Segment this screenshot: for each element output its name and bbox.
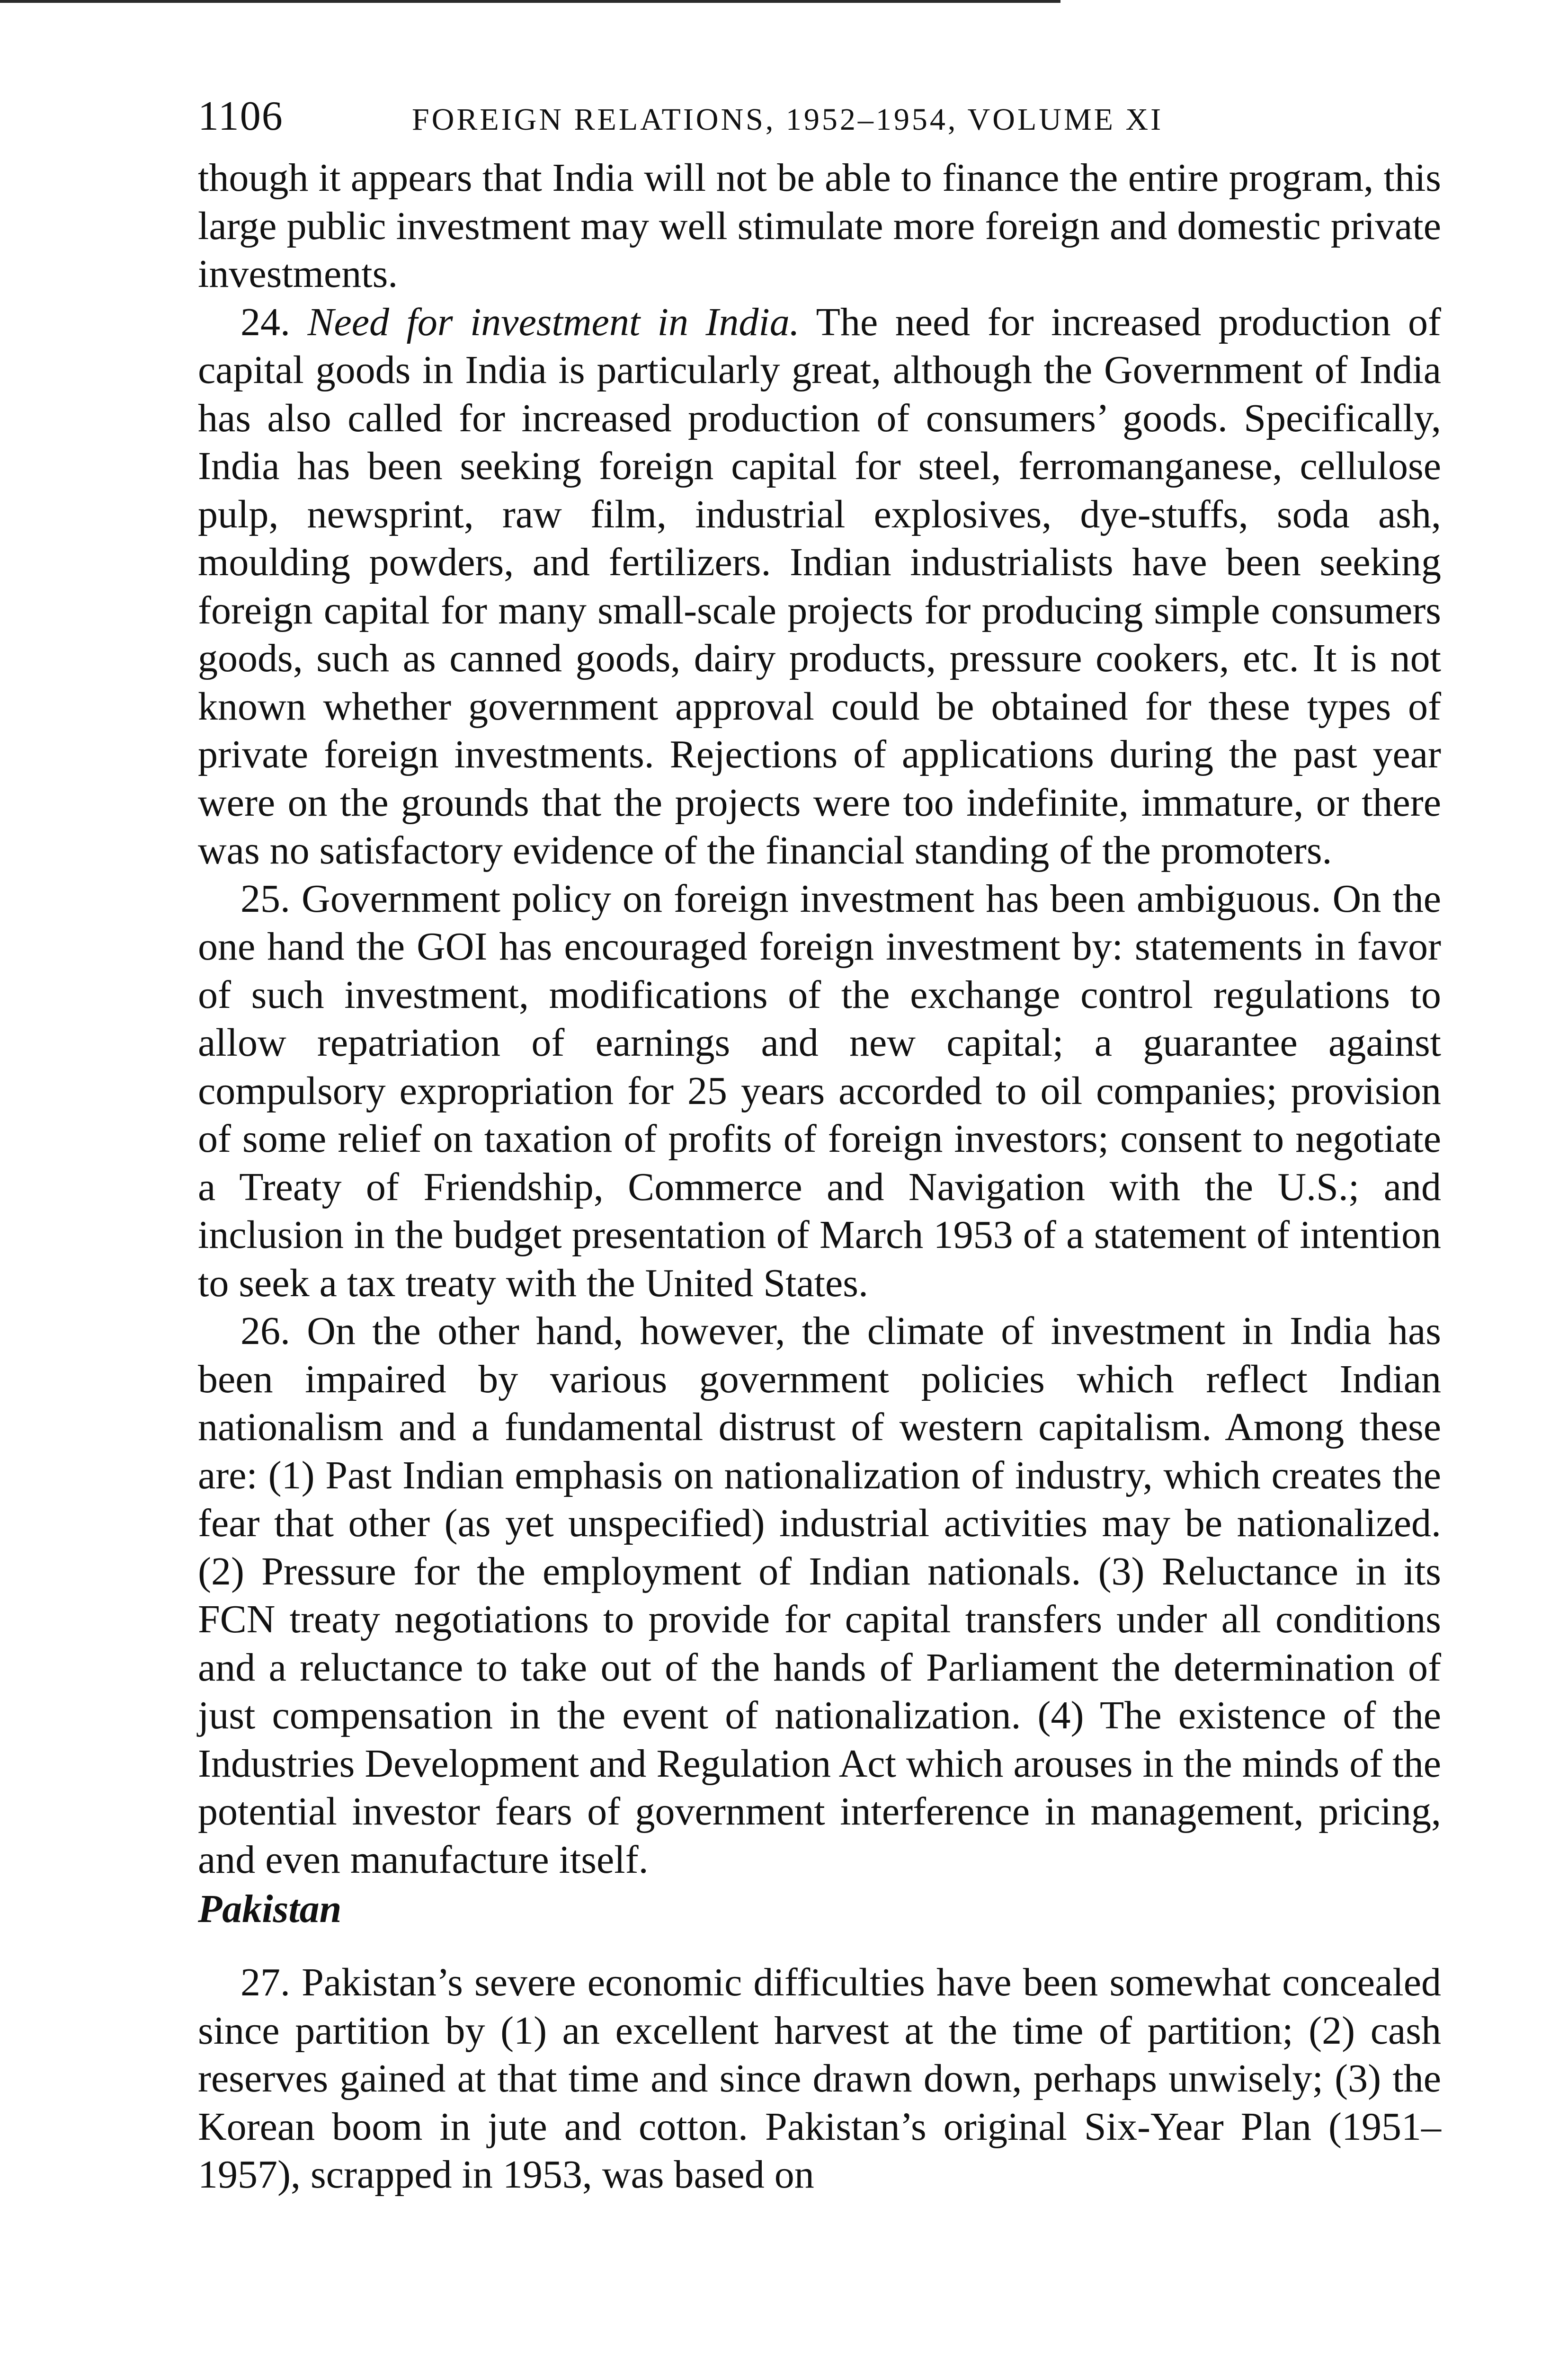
section-spacer (198, 1935, 1441, 1958)
body-text (198, 154, 1441, 2199)
page-number: 1106 (198, 93, 284, 139)
top-edge-rule (0, 0, 1060, 3)
document-page (198, 92, 1441, 2199)
paragraph-24-text: The need for increased production of capital goods in India is particularly great, although the Government of India has also called for increased production of consumers’ goods. Specifically, India has been seeking foreign capital for steel, ferromanganese, cellulose pulp, newsprint, raw film, industrial explosives, dye-stuffs, soda ash, moulding powders, and fertilizers. Indian industrialists have been seeking foreign capital for many small-scale projects for producing simple consumers goods, such as canned goods, dairy products, pressure cookers, etc. It is not known whether government approval could be obtained for these types of private foreign investments. Rejections of applications during the past year were on the grounds that the projects were too indefinite, immature, or there was no satisfactory evidence of the financial standing of the promoters. (198, 300, 1442, 872)
section-heading-pakistan: Pakistan (198, 1887, 342, 1931)
paragraph-continuation: though it appears that India will not be able to finance the entire program, this large public investment may well stimulate more foreign and domestic private investments. (198, 156, 1441, 296)
paragraph-27: 27. Pakistan’s severe economic difficulties have been somewhat concealed since partition by (1) an excellent harvest at the time of partition; (2) cash reserves gained at that time and since drawn down, perhaps unwisely; (3) the Korean boom in jute and cotton. Pakistan’s original Six-Year Plan (1951–1957), scrapped in 1953, was based on (198, 1960, 1441, 2197)
running-title: FOREIGN RELATIONS, 1952–1954, VOLUME XI (412, 102, 1164, 137)
paragraph-24-heading: Need for investment in India. (307, 300, 800, 344)
paragraph-24 (198, 298, 1441, 875)
paragraph-25: 25. Government policy on foreign investment has been ambiguous. On the one hand the GOI has encouraged foreign investment by: statements in favor of such investment, modifications of the exchange control regulations to allow repatriation of earnings and new capital; a guarantee against compulsory expropriation for 25 years accorded to oil companies; provision of some relief on taxation of profits of foreign investors; consent to negotiate a Treaty of Friendship, Commerce and Navigation with the U.S.; and inclusion in the budget presentation of March 1953 of a statement of intention to seek a tax treaty with the United States. (198, 876, 1441, 1305)
running-head (198, 92, 1441, 154)
paragraph-24-number: 24. (241, 300, 290, 344)
paragraph-26: 26. On the other hand, however, the climate of investment in India has been impaired by various government policies which reflect Indian nationalism and a fundamental distrust of western capitalism. Among these are: (1) Past Indian emphasis on nationalization of industry, which creates the fear that other (as yet unspecified) industrial activities may be nationalized. (2) Pressure for the employment of Indian nationals. (3) Reluctance in its FCN treaty negotiations to provide for capital transfers under all conditions and a reluctance to take out of the hands of Parliament the determination of just compensation in the event of nationalization. (4) The existence of the Industries Development and Regulation Act which arouses in the minds of the potential investor fears of government interference in management, pricing, and even manufacture itself. (198, 1309, 1441, 1882)
